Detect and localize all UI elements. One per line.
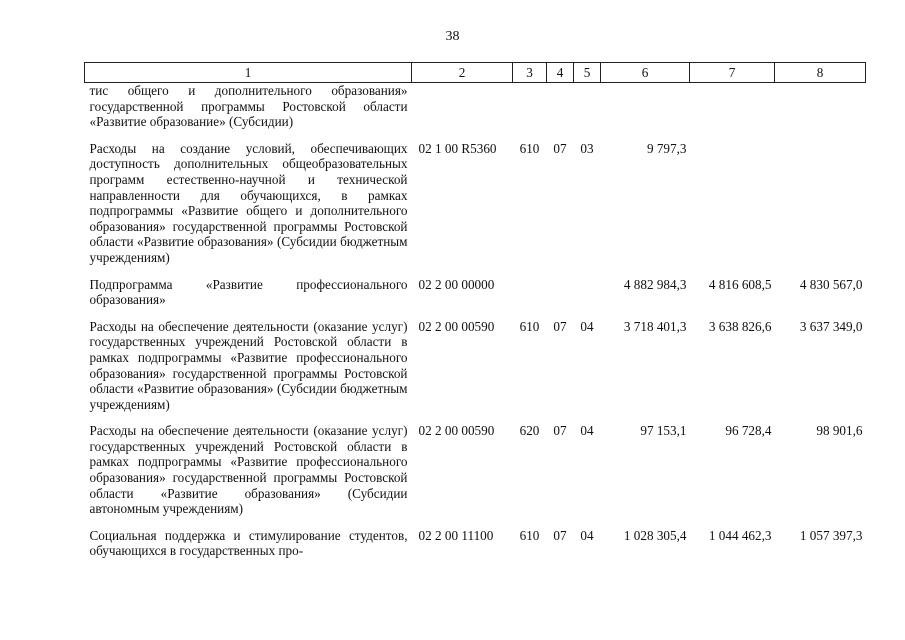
row-description: Расходы на обеспечение деятельности (оказание услуг) государственных учреждений Ростовской области в рамках подпрограммы «Развитие профессионального образования» государственной программы Ростовской области «Развитие образования» (Субсидии бюджетным учреждениям) — [89, 318, 408, 412]
row-amount-col7: 96 728,4 — [725, 423, 772, 439]
budget-table — [84, 62, 866, 559]
row-description: Расходы на создание условий, обеспечивающих доступность дополнительных общеобразовательных программ естественно-научной и технической направленности для обучающихся, в рамках подпрограммы «Развитие общего и дополнительного образования» государственной программы Ростовской области «Развитие образования» (Субсидии бюджетным учреждениям) — [89, 140, 408, 265]
header-col-4: 4 — [547, 63, 574, 83]
row-expense-type — [513, 277, 547, 319]
row-section — [547, 277, 574, 319]
header-col-7: 7 — [690, 63, 775, 83]
row-section: 07 — [553, 318, 567, 334]
row-amount-col6: 3 718 401,3 — [623, 318, 687, 334]
row-amount-col8 — [775, 141, 866, 277]
header-col-8: 8 — [775, 63, 866, 83]
row-description: тис общего и дополнительного образования» государственной программы Ростовской области «Развитие образование» (Субсидии) — [89, 83, 408, 130]
row-amount-col7 — [690, 141, 775, 277]
table-header-row — [85, 63, 866, 83]
row-expense-type: 610 — [519, 318, 540, 334]
row-target-code — [412, 83, 513, 141]
header-col-5: 5 — [574, 63, 601, 83]
row-amount-col6: 1 028 305,4 — [623, 527, 687, 543]
header-col-3: 3 — [513, 63, 547, 83]
row-expense-type — [513, 83, 547, 141]
row-target-code: 02 2 00 00590 — [418, 318, 495, 334]
table-row — [85, 141, 866, 277]
header-col-6: 6 — [601, 63, 690, 83]
row-amount-col6: 4 882 984,3 — [623, 276, 687, 292]
table-row — [85, 277, 866, 319]
row-subsection: 03 — [580, 140, 594, 156]
row-section: 07 — [553, 527, 567, 543]
row-subsection: 04 — [580, 423, 594, 439]
row-description: Социальная поддержка и стимулирование студентов, обучающихся в государственных про- — [89, 527, 408, 559]
row-expense-type: 610 — [519, 140, 540, 156]
row-amount-col8: 1 057 397,3 — [799, 527, 863, 543]
header-col-1: 1 — [85, 63, 412, 83]
row-amount-col8: 3 637 349,0 — [799, 318, 863, 334]
header-col-2: 2 — [412, 63, 513, 83]
row-section: 07 — [553, 140, 567, 156]
row-amount-col8 — [775, 83, 866, 141]
row-amount-col7: 4 816 608,5 — [708, 276, 772, 292]
table-row — [85, 319, 866, 424]
row-amount-col7 — [690, 83, 775, 141]
row-expense-type: 610 — [519, 527, 540, 543]
row-section — [547, 83, 574, 141]
row-target-code: 02 1 00 R5360 — [418, 140, 497, 156]
row-amount-col7: 1 044 462,3 — [708, 527, 772, 543]
row-section: 07 — [553, 423, 567, 439]
row-amount-col8: 4 830 567,0 — [799, 276, 863, 292]
row-amount-col7: 3 638 826,6 — [708, 318, 772, 334]
row-subsection — [574, 277, 601, 319]
table-row — [85, 423, 866, 528]
row-subsection: 04 — [580, 318, 594, 334]
table-row — [85, 528, 866, 559]
row-subsection — [574, 83, 601, 141]
row-amount-col6: 9 797,3 — [646, 140, 687, 156]
row-amount-col6 — [601, 83, 690, 141]
row-target-code: 02 2 00 00590 — [418, 423, 495, 439]
row-expense-type: 620 — [519, 423, 540, 439]
page-number: 38 — [445, 29, 460, 44]
row-subsection: 04 — [580, 527, 594, 543]
row-target-code: 02 2 00 00000 — [418, 276, 495, 292]
row-amount-col6: 97 153,1 — [640, 423, 687, 439]
row-description: Расходы на обеспечение деятельности (оказание услуг) государственных учреждений Ростовской области в рамках подпрограммы «Развитие профессионального образования» государственной программы Ростовской области «Развитие образования» (Субсидии автономным учреждениям) — [89, 423, 408, 517]
table-row — [85, 83, 866, 141]
row-description: Подпрограмма «Развитие профессионального образования» — [89, 276, 408, 308]
row-target-code: 02 2 00 11100 — [418, 527, 494, 543]
row-amount-col8: 98 901,6 — [816, 423, 863, 439]
